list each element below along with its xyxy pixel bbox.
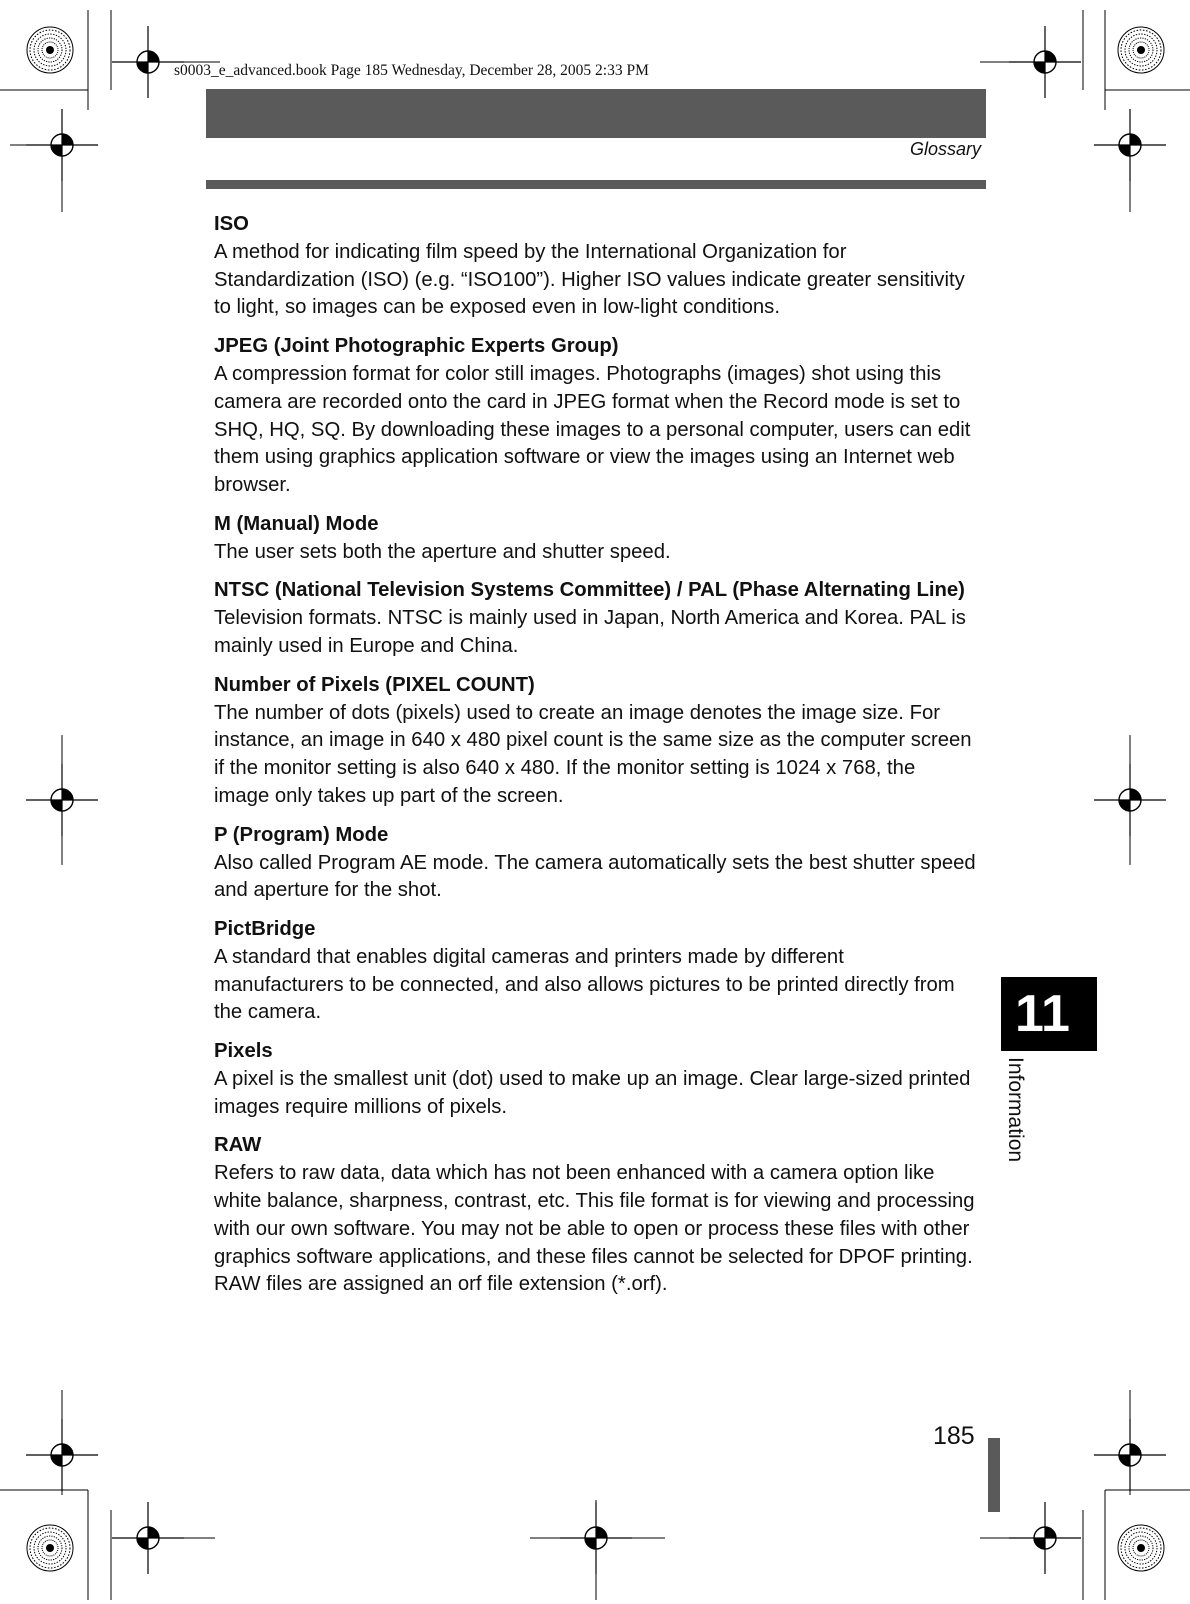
page-number: 185 — [933, 1422, 975, 1450]
glossary-definition: A compression format for color still images. Photographs (images) shot using this camera are recorded onto the card in JPEG format when the Record mode is set to SHQ, HQ, SQ. By downloading these images to a personal computer, users can edit them using graphics application software or view the images using an Internet web browser. — [214, 363, 971, 496]
glossary-definition: Refers to raw data, data which has not been enhanced with a camera option like white balance, sharpness, contrast, etc. This file format is for viewing and processing with our own software. You may not be able to open or process these files with other graphics software applications, and these files cannot be selected for DPOF printing. RAW files are assigned an orf file extension (*.orf). — [214, 1162, 975, 1296]
page-number-bar — [988, 1438, 1000, 1512]
glossary-entry — [214, 914, 976, 1027]
glossary-entry — [214, 509, 976, 567]
glossary-definition: A method for indicating film speed by the International Organization for Standardization (ISO) (e.g. “ISO100”). Higher ISO values indicate greater sensitivity to light, so images can be exposed even in low-light conditions. — [214, 241, 965, 319]
chapter-tab — [1001, 977, 1097, 1051]
glossary-term: P (Program) Mode — [214, 823, 389, 846]
glossary-entry — [214, 670, 976, 811]
glossary-definition: Television formats. NTSC is mainly used in Japan, North America and Korea. PAL is mainly used in Europe and China. — [214, 607, 966, 658]
glossary-entry — [214, 331, 976, 500]
glossary-term: M (Manual) Mode — [214, 512, 379, 535]
glossary-entry — [214, 575, 976, 660]
glossary-term: PictBridge — [214, 917, 316, 940]
glossary-term: Pixels — [214, 1040, 273, 1063]
chapter-label: Information — [1004, 1057, 1027, 1163]
header-rule — [206, 180, 986, 189]
glossary-definition: The user sets both the aperture and shutter speed. — [214, 540, 671, 563]
chapter-number: 11 — [1015, 985, 1070, 1043]
section-title: Glossary — [909, 139, 981, 159]
glossary-definition: A standard that enables digital cameras and printers made by different manufacturers to be connected, and also allows pictures to be printed directly from the camera. — [214, 945, 955, 1024]
glossary-entry — [214, 1130, 976, 1299]
glossary-definition: A pixel is the smallest unit (dot) used to make up an image. Clear large-sized printed images require millions of pixels. — [214, 1068, 971, 1118]
glossary-definition: The number of dots (pixels) used to create an image denotes the image size. For instance, an image in 640 x 480 pixel count is the same size as the computer screen if the monitor setting is also 640 x 480. If the monitor setting is 1024 x 768, the image only takes up part of the screen. — [214, 701, 972, 807]
glossary-entry — [214, 1036, 976, 1121]
glossary-definition: Also called Program AE mode. The camera automatically sets the best shutter speed and aperture for the shot. — [214, 851, 976, 902]
file-info-header: s0003_e_advanced.book Page 185 Wednesday, December 28, 2005 2:33 PM — [174, 62, 649, 79]
glossary-term: Number of Pixels (PIXEL COUNT) — [214, 673, 535, 696]
header-band — [206, 89, 986, 138]
glossary-entry — [214, 209, 976, 322]
glossary-term: ISO — [214, 213, 249, 235]
glossary-term: NTSC (National Television Systems Committee) / PAL (Phase Alternating Line) — [214, 579, 965, 602]
glossary-content — [214, 209, 976, 1308]
glossary-term: RAW — [214, 1134, 262, 1157]
glossary-term: JPEG (Joint Photographic Experts Group) — [214, 335, 619, 358]
glossary-entry — [214, 820, 976, 905]
